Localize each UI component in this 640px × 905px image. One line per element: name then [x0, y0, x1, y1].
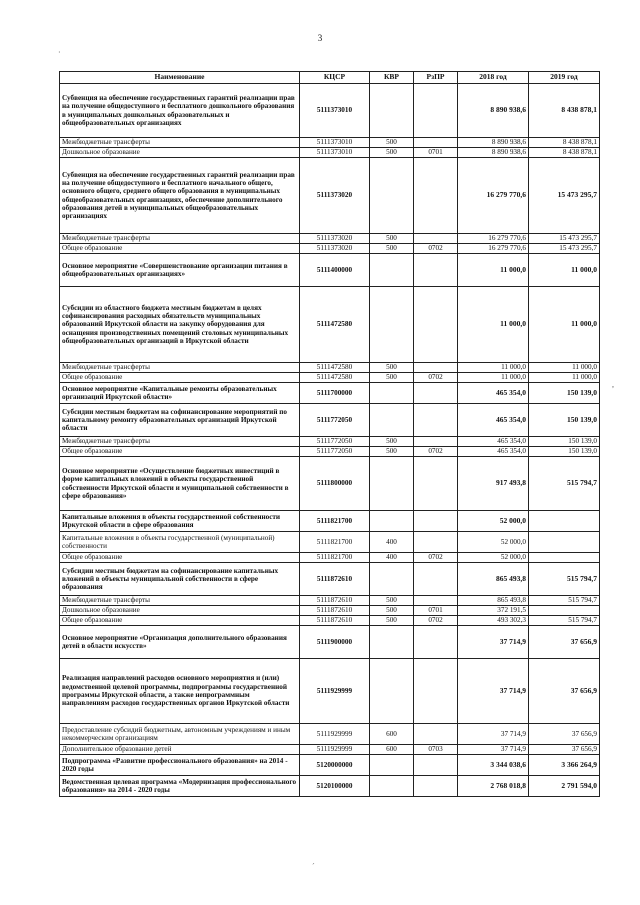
cell-code: 5111772050: [300, 437, 370, 447]
cell-name: Общее образование: [60, 553, 300, 563]
table-row: [60, 511, 600, 532]
cell-y2018: 52 000,0: [458, 553, 529, 563]
cell-y2018: 11 000,0: [458, 363, 529, 373]
cell-code: 5120000000: [300, 755, 370, 776]
cell-code: 5111800000: [300, 457, 370, 511]
cell-kvr: [370, 158, 414, 234]
cell-name: Межбюджетные трансферты: [60, 363, 300, 373]
table-row: [60, 254, 600, 287]
cell-y2018: 865 493,8: [458, 563, 529, 596]
cell-name: Предоставление субсидий бюджетным, автономным учреждениям и иным некоммерческим организациям: [60, 724, 300, 745]
table-row: [60, 659, 600, 724]
cell-rzpr: [414, 532, 458, 553]
scan-mark: ,: [612, 380, 614, 389]
cell-kvr: 500: [370, 437, 414, 447]
table-row: [60, 287, 600, 363]
cell-code: 5111929999: [300, 745, 370, 755]
cell-code: 5111472580: [300, 373, 370, 383]
table-row: [60, 563, 600, 596]
cell-y2018: 3 344 038,6: [458, 755, 529, 776]
cell-y2018: 16 279 770,6: [458, 158, 529, 234]
cell-name: Дополнительное образование детей: [60, 745, 300, 755]
table-row: [60, 616, 600, 626]
cell-name: Дошкольное образование: [60, 606, 300, 616]
cell-code: 5111373010: [300, 148, 370, 158]
cell-rzpr: 0703: [414, 745, 458, 755]
cell-name: Основное мероприятие «Капитальные ремонты образовательных организаций Иркутской области»: [60, 383, 300, 404]
cell-code: 5111373010: [300, 84, 370, 138]
cell-rzpr: [414, 659, 458, 724]
cell-rzpr: [414, 457, 458, 511]
cell-y2018: 16 279 770,6: [458, 244, 529, 254]
budget-table: [59, 71, 600, 797]
cell-code: 5111872610: [300, 606, 370, 616]
cell-kvr: 600: [370, 724, 414, 745]
cell-name: Основное мероприятие «Осуществление бюджетных инвестиций в форме капитальных вложений в объекты государственной собственности Иркутской области и муниципальной собственности в сфере образования»: [60, 457, 300, 511]
cell-kvr: [370, 84, 414, 138]
cell-y2018: 917 493,8: [458, 457, 529, 511]
cell-name: Межбюджетные трансферты: [60, 596, 300, 606]
table-header-row: [60, 72, 600, 84]
cell-y2019: 515 794,7: [529, 563, 600, 596]
cell-name: Реализация направлений расходов основного мероприятия и (или) ведомственной целевой программы, подпрограммы государственной программы Иркутской области, а также непрограммным направлениям расходов государственных органов Иркутской области: [60, 659, 300, 724]
cell-y2019: [529, 511, 600, 532]
cell-y2019: 11 000,0: [529, 363, 600, 373]
cell-y2019: 37 656,9: [529, 745, 600, 755]
table-row: [60, 373, 600, 383]
cell-kvr: 500: [370, 606, 414, 616]
cell-code: 5111373010: [300, 138, 370, 148]
cell-name: Субсидии местным бюджетам на софинансирование мероприятий по капитальному ремонту образовательных организаций Иркутской области: [60, 404, 300, 437]
cell-rzpr: [414, 254, 458, 287]
table-body: [60, 84, 600, 797]
cell-name: Ведомственная целевая программа «Модернизация профессионального образования» на 2014 - 2020 годы: [60, 776, 300, 797]
table-row: [60, 724, 600, 745]
cell-rzpr: [414, 755, 458, 776]
header-2018: 2018 год: [458, 72, 529, 84]
cell-code: 5111821700: [300, 553, 370, 563]
cell-kvr: [370, 755, 414, 776]
table-row: [60, 755, 600, 776]
cell-name: Общее образование: [60, 373, 300, 383]
cell-y2018: 37 714,9: [458, 724, 529, 745]
header-name: Наименование: [60, 72, 300, 84]
cell-code: 5111900000: [300, 626, 370, 659]
cell-y2018: 11 000,0: [458, 373, 529, 383]
cell-y2019: 3 366 264,9: [529, 755, 600, 776]
cell-name: Капитальные вложения в объекты государственной (муниципальной) собственности: [60, 532, 300, 553]
cell-kvr: [370, 254, 414, 287]
cell-rzpr: [414, 363, 458, 373]
cell-y2018: 11 000,0: [458, 287, 529, 363]
cell-code: 5111772050: [300, 404, 370, 437]
cell-name: Основное мероприятие «Организация дополнительного образования детей в области искусств»: [60, 626, 300, 659]
cell-y2018: 465 354,0: [458, 383, 529, 404]
cell-y2018: 465 354,0: [458, 447, 529, 457]
cell-code: 5111400000: [300, 254, 370, 287]
cell-kvr: 500: [370, 244, 414, 254]
table-row: [60, 84, 600, 138]
table-row: [60, 138, 600, 148]
cell-y2018: 465 354,0: [458, 437, 529, 447]
header-code: КЦСР: [300, 72, 370, 84]
cell-y2019: 2 791 594,0: [529, 776, 600, 797]
cell-y2019: 15 473 295,7: [529, 158, 600, 234]
cell-y2018: 37 714,9: [458, 626, 529, 659]
table-row: [60, 244, 600, 254]
cell-kvr: [370, 404, 414, 437]
cell-y2018: 8 890 938,6: [458, 148, 529, 158]
cell-rzpr: 0702: [414, 616, 458, 626]
cell-code: 5111821700: [300, 532, 370, 553]
cell-rzpr: [414, 437, 458, 447]
cell-kvr: 600: [370, 745, 414, 755]
cell-y2019: [529, 553, 600, 563]
cell-rzpr: [414, 724, 458, 745]
cell-rzpr: 0702: [414, 553, 458, 563]
cell-name: Субсидии из областного бюджета местным бюджетам в целях софинансирования расходных обязательств муниципальных образований Иркутской области на закупку оборудования для оснащения производственных помещений столовых муниципальных общеобразовательных организаций в Иркутской области: [60, 287, 300, 363]
cell-y2019: 37 656,9: [529, 724, 600, 745]
page-number: 3: [317, 33, 323, 43]
cell-y2018: 16 279 770,6: [458, 234, 529, 244]
table-row: [60, 158, 600, 234]
cell-name: Общее образование: [60, 447, 300, 457]
cell-y2018: 52 000,0: [458, 511, 529, 532]
cell-code: 5111929999: [300, 659, 370, 724]
cell-name: Общее образование: [60, 244, 300, 254]
table-row: [60, 553, 600, 563]
scan-mark: ·: [58, 48, 61, 57]
table-row: [60, 437, 600, 447]
cell-y2019: 11 000,0: [529, 254, 600, 287]
cell-kvr: 500: [370, 234, 414, 244]
cell-rzpr: 0702: [414, 373, 458, 383]
cell-y2019: [529, 532, 600, 553]
cell-code: 5111472580: [300, 287, 370, 363]
table-row: [60, 745, 600, 755]
cell-kvr: [370, 626, 414, 659]
header-rzpr: РзПР: [414, 72, 458, 84]
table-row: [60, 532, 600, 553]
table-row: [60, 776, 600, 797]
cell-code: 5111821700: [300, 511, 370, 532]
cell-y2019: 37 656,9: [529, 659, 600, 724]
table-row: [60, 363, 600, 373]
header-kvr: КВР: [370, 72, 414, 84]
cell-rzpr: 0701: [414, 606, 458, 616]
cell-kvr: 500: [370, 148, 414, 158]
cell-y2019: 8 438 878,1: [529, 138, 600, 148]
cell-name: Межбюджетные трансферты: [60, 138, 300, 148]
cell-y2018: 2 768 018,8: [458, 776, 529, 797]
cell-y2019: 150 139,0: [529, 383, 600, 404]
cell-y2019: 150 139,0: [529, 404, 600, 437]
cell-rzpr: [414, 138, 458, 148]
header-2019: 2019 год: [529, 72, 600, 84]
cell-code: 5111872610: [300, 563, 370, 596]
cell-rzpr: [414, 563, 458, 596]
cell-y2019: 11 000,0: [529, 287, 600, 363]
table-row: [60, 626, 600, 659]
table-row: [60, 596, 600, 606]
table-row: [60, 148, 600, 158]
cell-code: 5111700000: [300, 383, 370, 404]
cell-rzpr: 0701: [414, 148, 458, 158]
table-row: [60, 383, 600, 404]
cell-y2018: 37 714,9: [458, 745, 529, 755]
cell-y2018: 372 191,5: [458, 606, 529, 616]
cell-kvr: [370, 563, 414, 596]
cell-name: Дошкольное образование: [60, 148, 300, 158]
cell-kvr: 500: [370, 138, 414, 148]
cell-y2018: 8 890 938,6: [458, 138, 529, 148]
cell-name: Субвенция на обеспечение государственных гарантий реализации прав на получение общедоступного и бесплатного начального общего, основного общего, среднего общего образования в муниципальных общеобразовательных организациях, обеспечение дополнительного образования детей в муниципальных общеобразовательных организациях: [60, 158, 300, 234]
table-row: [60, 606, 600, 616]
cell-rzpr: [414, 596, 458, 606]
cell-name: Общее образование: [60, 616, 300, 626]
cell-y2018: 8 890 938,6: [458, 84, 529, 138]
cell-code: 5111872610: [300, 596, 370, 606]
cell-y2019: 8 438 878,1: [529, 84, 600, 138]
cell-y2019: 8 438 878,1: [529, 148, 600, 158]
cell-rzpr: [414, 383, 458, 404]
cell-y2019: 15 473 295,7: [529, 244, 600, 254]
cell-y2018: 11 000,0: [458, 254, 529, 287]
cell-kvr: 500: [370, 447, 414, 457]
cell-code: 5111373020: [300, 244, 370, 254]
cell-name: Межбюджетные трансферты: [60, 437, 300, 447]
cell-kvr: [370, 776, 414, 797]
table-row: [60, 457, 600, 511]
cell-rzpr: [414, 234, 458, 244]
table-row: [60, 404, 600, 437]
cell-name: Основное мероприятие «Совершенствование организации питания в общеобразовательных организациях»: [60, 254, 300, 287]
cell-y2018: 865 493,8: [458, 596, 529, 606]
cell-rzpr: [414, 84, 458, 138]
cell-code: 5111929999: [300, 724, 370, 745]
cell-name: Подпрограмма «Развитие профессионального образования» на 2014 - 2020 годы: [60, 755, 300, 776]
cell-rzpr: [414, 287, 458, 363]
cell-name: Субвенция на обеспечение государственных гарантий реализации прав на получение общедоступного и бесплатного дошкольного образования в муниципальных дошкольных образовательных и общеобразовательных организациях: [60, 84, 300, 138]
cell-kvr: 500: [370, 596, 414, 606]
cell-code: 5111373020: [300, 234, 370, 244]
cell-y2019: 37 656,9: [529, 626, 600, 659]
scan-mark: ´: [312, 862, 315, 871]
cell-y2019: 150 139,0: [529, 437, 600, 447]
cell-name: Капитальные вложения в объекты государственной собственности Иркутской области в сфере образования: [60, 511, 300, 532]
cell-kvr: [370, 383, 414, 404]
cell-rzpr: [414, 404, 458, 437]
cell-y2019: 515 794,7: [529, 616, 600, 626]
cell-kvr: 400: [370, 532, 414, 553]
cell-name: Межбюджетные трансферты: [60, 234, 300, 244]
cell-code: 5120100000: [300, 776, 370, 797]
cell-rzpr: 0702: [414, 244, 458, 254]
table-row: [60, 447, 600, 457]
cell-kvr: 500: [370, 373, 414, 383]
cell-code: 5111872610: [300, 616, 370, 626]
cell-kvr: 500: [370, 363, 414, 373]
cell-rzpr: [414, 158, 458, 234]
table-row: [60, 234, 600, 244]
cell-y2018: 52 000,0: [458, 532, 529, 553]
cell-kvr: 400: [370, 553, 414, 563]
cell-code: 5111772050: [300, 447, 370, 457]
cell-rzpr: [414, 626, 458, 659]
cell-kvr: [370, 511, 414, 532]
cell-y2019: 515 794,7: [529, 596, 600, 606]
cell-y2019: 15 473 295,7: [529, 234, 600, 244]
cell-rzpr: [414, 511, 458, 532]
cell-kvr: 500: [370, 616, 414, 626]
cell-rzpr: [414, 776, 458, 797]
cell-y2019: 150 139,0: [529, 447, 600, 457]
cell-code: 5111472580: [300, 363, 370, 373]
cell-code: 5111373020: [300, 158, 370, 234]
cell-y2018: 465 354,0: [458, 404, 529, 437]
cell-y2019: 11 000,0: [529, 373, 600, 383]
cell-kvr: [370, 457, 414, 511]
cell-kvr: [370, 659, 414, 724]
cell-y2019: 515 794,7: [529, 457, 600, 511]
cell-y2018: 37 714,9: [458, 659, 529, 724]
cell-rzpr: 0702: [414, 447, 458, 457]
cell-y2018: 493 302,3: [458, 616, 529, 626]
cell-kvr: [370, 287, 414, 363]
cell-y2019: [529, 606, 600, 616]
cell-name: Субсидии местным бюджетам на софинансирование капитальных вложений в объекты муниципальной собственности в сфере образования: [60, 563, 300, 596]
